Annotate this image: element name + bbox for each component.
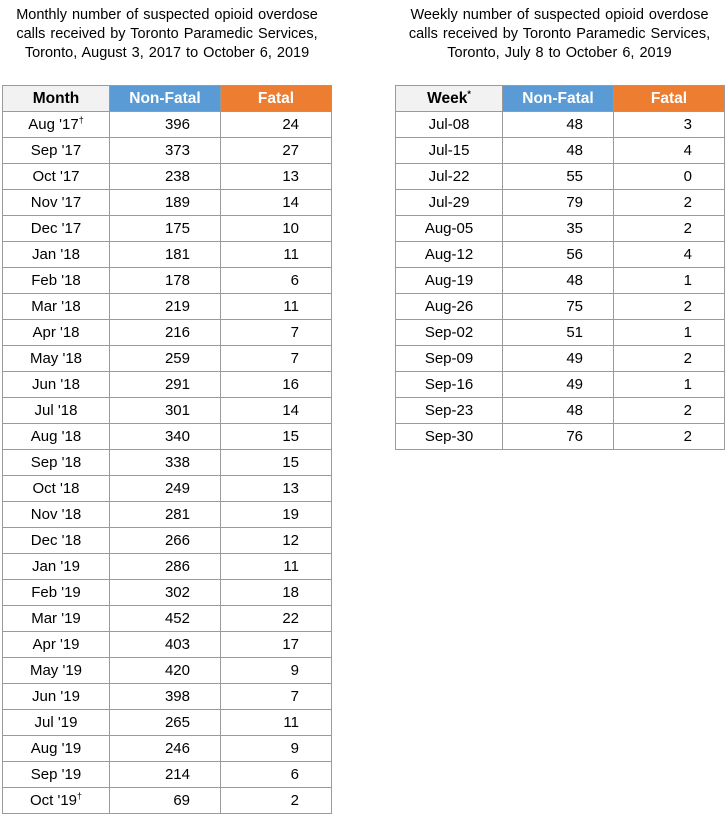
table-row	[3, 346, 332, 372]
weekly-calls-table	[395, 85, 725, 450]
table-row	[3, 788, 332, 814]
weekly-label-cell	[396, 112, 503, 138]
non-fatal-cell: 396	[110, 112, 221, 138]
non-fatal-cell: 75	[503, 294, 614, 320]
non-fatal-cell: 178	[110, 268, 221, 294]
monthly-label: May '19	[29, 662, 83, 679]
monthly-label: Sep '19	[30, 766, 82, 783]
non-fatal-cell: 398	[110, 684, 221, 710]
non-fatal-cell: 265	[110, 710, 221, 736]
fatal-cell: 1	[614, 268, 725, 294]
table-row	[3, 762, 332, 788]
non-fatal-cell: 216	[110, 320, 221, 346]
table-row	[396, 242, 725, 268]
weekly-label: Jul-29	[428, 194, 470, 211]
non-fatal-cell: 246	[110, 736, 221, 762]
fatal-cell: 15	[221, 450, 332, 476]
table-row	[3, 112, 332, 138]
weekly-title-line: Weekly number of suspected opioid overdose	[410, 7, 709, 23]
monthly-label-cell	[3, 242, 110, 268]
table-row	[396, 138, 725, 164]
monthly-label-cell	[3, 736, 110, 762]
monthly-label: Feb '19	[31, 584, 81, 601]
fatal-column-header: Fatal	[614, 86, 725, 112]
non-fatal-cell: 48	[503, 138, 614, 164]
weekly-label-cell	[396, 372, 503, 398]
fatal-cell: 16	[221, 372, 332, 398]
monthly-label-cell	[3, 320, 110, 346]
table-row	[3, 164, 332, 190]
monthly-label: Dec '17	[30, 220, 82, 237]
weekly-label-cell	[396, 346, 503, 372]
table-row	[396, 320, 725, 346]
fatal-cell: 14	[221, 398, 332, 424]
fatal-cell: 22	[221, 606, 332, 632]
non-fatal-cell: 48	[503, 398, 614, 424]
table-row	[3, 502, 332, 528]
non-fatal-cell: 181	[110, 242, 221, 268]
table-row	[396, 398, 725, 424]
weekly-label-cell	[396, 138, 503, 164]
week-column-header	[396, 86, 503, 112]
fatal-cell: 4	[614, 242, 725, 268]
monthly-label-cell	[3, 476, 110, 502]
monthly-calls-table	[2, 85, 332, 814]
non-fatal-cell: 420	[110, 658, 221, 684]
fatal-cell: 27	[221, 138, 332, 164]
table-row	[3, 632, 332, 658]
table-row	[3, 684, 332, 710]
table-row	[3, 580, 332, 606]
fatal-cell: 2	[614, 346, 725, 372]
monthly-label-cell	[3, 710, 110, 736]
non-fatal-cell: 286	[110, 554, 221, 580]
fatal-cell: 2	[221, 788, 332, 814]
fatal-cell: 2	[614, 190, 725, 216]
non-fatal-cell: 338	[110, 450, 221, 476]
monthly-label: May '18	[29, 350, 83, 367]
non-fatal-cell: 189	[110, 190, 221, 216]
weekly-label: Sep-02	[424, 324, 474, 341]
table-row	[396, 164, 725, 190]
fatal-cell: 17	[221, 632, 332, 658]
fatal-cell: 2	[614, 398, 725, 424]
table-row	[3, 268, 332, 294]
week-header-label: Week	[427, 90, 468, 107]
weekly-label-cell	[396, 424, 503, 450]
table-row	[3, 476, 332, 502]
non-fatal-cell: 281	[110, 502, 221, 528]
monthly-title-line: Monthly number of suspected opioid overdose	[16, 7, 318, 23]
monthly-label-cell	[3, 788, 110, 814]
table-row	[3, 372, 332, 398]
weekly-header-row	[396, 86, 725, 112]
fatal-cell: 9	[221, 736, 332, 762]
non-fatal-cell: 340	[110, 424, 221, 450]
non-fatal-cell: 79	[503, 190, 614, 216]
monthly-label: Feb '18	[31, 272, 81, 289]
fatal-cell: 0	[614, 164, 725, 190]
non-fatal-cell: 302	[110, 580, 221, 606]
non-fatal-cell: 69	[110, 788, 221, 814]
non-fatal-cell: 76	[503, 424, 614, 450]
non-fatal-cell: 259	[110, 346, 221, 372]
table-row	[3, 424, 332, 450]
weekly-label: Jul-22	[428, 168, 470, 185]
monthly-label-cell	[3, 632, 110, 658]
monthly-label: Aug '17	[28, 116, 79, 133]
table-row	[396, 346, 725, 372]
weekly-label-cell	[396, 216, 503, 242]
monthly-label-cell	[3, 294, 110, 320]
non-fatal-column-header: Non-Fatal	[503, 86, 614, 112]
fatal-cell: 6	[221, 268, 332, 294]
monthly-label: Sep '18	[30, 454, 82, 471]
monthly-label-cell	[3, 112, 110, 138]
table-row	[396, 268, 725, 294]
monthly-label: Nov '17	[30, 194, 82, 211]
weekly-label: Sep-30	[424, 428, 474, 445]
weekly-table-body	[396, 112, 725, 450]
monthly-label: Oct '18	[32, 480, 80, 497]
fatal-cell: 13	[221, 476, 332, 502]
monthly-label: Oct '19	[29, 792, 78, 809]
monthly-label-cell	[3, 138, 110, 164]
footnote-mark: †	[78, 115, 84, 125]
weekly-label: Aug-12	[424, 246, 474, 263]
non-fatal-cell: 56	[503, 242, 614, 268]
monthly-label-cell	[3, 346, 110, 372]
monthly-label: Aug '18	[30, 428, 82, 445]
table-row	[3, 606, 332, 632]
table-row	[3, 398, 332, 424]
monthly-label-cell	[3, 450, 110, 476]
non-fatal-cell: 219	[110, 294, 221, 320]
fatal-cell: 15	[221, 424, 332, 450]
monthly-label-cell	[3, 528, 110, 554]
non-fatal-cell: 238	[110, 164, 221, 190]
table-row	[396, 372, 725, 398]
fatal-cell: 11	[221, 294, 332, 320]
monthly-label-cell	[3, 424, 110, 450]
monthly-label-cell	[3, 268, 110, 294]
monthly-label-cell	[3, 554, 110, 580]
non-fatal-cell: 51	[503, 320, 614, 346]
weekly-label: Aug-19	[424, 272, 474, 289]
non-fatal-cell: 49	[503, 346, 614, 372]
weekly-label: Sep-09	[424, 350, 474, 367]
fatal-cell: 3	[614, 112, 725, 138]
monthly-header-row	[3, 86, 332, 112]
fatal-cell: 2	[614, 424, 725, 450]
fatal-cell: 11	[221, 242, 332, 268]
fatal-cell: 24	[221, 112, 332, 138]
non-fatal-cell: 49	[503, 372, 614, 398]
non-fatal-cell: 291	[110, 372, 221, 398]
table-row	[396, 294, 725, 320]
monthly-label: Jan '18	[32, 246, 80, 263]
monthly-label: Jul '18	[34, 402, 78, 419]
monthly-label: Jun '18	[32, 376, 80, 393]
monthly-label: Jul '19	[34, 714, 78, 731]
non-fatal-cell: 301	[110, 398, 221, 424]
fatal-cell: 11	[221, 554, 332, 580]
fatal-cell: 7	[221, 320, 332, 346]
fatal-cell: 4	[614, 138, 725, 164]
monthly-title-line: Toronto, August 3, 2017 to October 6, 2019	[24, 45, 310, 61]
monthly-label: Jan '19	[32, 558, 80, 575]
non-fatal-cell: 48	[503, 112, 614, 138]
weekly-label: Sep-16	[424, 376, 474, 393]
fatal-cell: 1	[614, 372, 725, 398]
monthly-label: Nov '18	[30, 506, 82, 523]
weekly-label: Jul-08	[428, 116, 470, 133]
monthly-label: Mar '18	[31, 298, 81, 315]
weekly-label-cell	[396, 242, 503, 268]
monthly-label-cell	[3, 502, 110, 528]
fatal-cell: 1	[614, 320, 725, 346]
weekly-table-title	[394, 6, 725, 63]
table-row	[3, 138, 332, 164]
fatal-cell: 11	[221, 710, 332, 736]
weekly-label: Aug-05	[424, 220, 474, 237]
monthly-label-cell	[3, 372, 110, 398]
weekly-label: Sep-23	[424, 402, 474, 419]
fatal-cell: 7	[221, 684, 332, 710]
table-row	[3, 710, 332, 736]
non-fatal-cell: 175	[110, 216, 221, 242]
table-row	[396, 112, 725, 138]
monthly-label: Dec '18	[30, 532, 82, 549]
non-fatal-cell: 403	[110, 632, 221, 658]
fatal-cell: 6	[221, 762, 332, 788]
weekly-label-cell	[396, 398, 503, 424]
non-fatal-cell: 55	[503, 164, 614, 190]
non-fatal-cell: 452	[110, 606, 221, 632]
table-row	[3, 320, 332, 346]
fatal-cell: 19	[221, 502, 332, 528]
weekly-label: Aug-26	[424, 298, 474, 315]
week-header-footnote-mark: *	[467, 88, 471, 99]
non-fatal-cell: 48	[503, 268, 614, 294]
fatal-cell: 9	[221, 658, 332, 684]
non-fatal-cell: 249	[110, 476, 221, 502]
table-row	[396, 190, 725, 216]
monthly-label: Apr '18	[32, 324, 80, 341]
monthly-label-cell	[3, 398, 110, 424]
non-fatal-cell: 266	[110, 528, 221, 554]
monthly-label-cell	[3, 216, 110, 242]
weekly-title-line: Toronto, July 8 to October 6, 2019	[447, 45, 672, 61]
monthly-label-cell	[3, 684, 110, 710]
table-row	[3, 242, 332, 268]
weekly-label-cell	[396, 294, 503, 320]
month-column-header: Month	[3, 86, 110, 112]
fatal-cell: 2	[614, 216, 725, 242]
monthly-label: Oct '17	[32, 168, 80, 185]
monthly-table-title	[0, 6, 334, 63]
fatal-column-header: Fatal	[221, 86, 332, 112]
monthly-label-cell	[3, 658, 110, 684]
table-row	[3, 658, 332, 684]
weekly-label: Jul-15	[428, 142, 470, 159]
fatal-cell: 7	[221, 346, 332, 372]
monthly-label: Sep '17	[30, 142, 82, 159]
non-fatal-cell: 373	[110, 138, 221, 164]
table-row	[3, 294, 332, 320]
non-fatal-cell: 35	[503, 216, 614, 242]
monthly-label-cell	[3, 580, 110, 606]
monthly-label-cell	[3, 762, 110, 788]
monthly-title-line: calls received by Toronto Paramedic Services,	[16, 26, 318, 42]
table-row	[3, 450, 332, 476]
monthly-label: Apr '19	[32, 636, 80, 653]
table-row	[396, 424, 725, 450]
table-row	[3, 528, 332, 554]
weekly-label-cell	[396, 190, 503, 216]
monthly-label: Mar '19	[31, 610, 81, 627]
fatal-cell: 18	[221, 580, 332, 606]
fatal-cell: 13	[221, 164, 332, 190]
monthly-label: Jun '19	[32, 688, 80, 705]
table-row	[3, 216, 332, 242]
table-row	[3, 736, 332, 762]
weekly-label-cell	[396, 164, 503, 190]
monthly-table-body	[3, 112, 332, 814]
monthly-label-cell	[3, 164, 110, 190]
monthly-label-cell	[3, 606, 110, 632]
fatal-cell: 10	[221, 216, 332, 242]
weekly-label-cell	[396, 268, 503, 294]
weekly-label-cell	[396, 320, 503, 346]
non-fatal-column-header: Non-Fatal	[110, 86, 221, 112]
fatal-cell: 14	[221, 190, 332, 216]
fatal-cell: 12	[221, 528, 332, 554]
non-fatal-cell: 214	[110, 762, 221, 788]
footnote-mark: †	[77, 791, 83, 801]
table-row	[3, 190, 332, 216]
fatal-cell: 2	[614, 294, 725, 320]
monthly-label-cell	[3, 190, 110, 216]
monthly-label: Aug '19	[30, 740, 82, 757]
table-row	[3, 554, 332, 580]
table-row	[396, 216, 725, 242]
weekly-title-line: calls received by Toronto Paramedic Services,	[408, 26, 711, 42]
